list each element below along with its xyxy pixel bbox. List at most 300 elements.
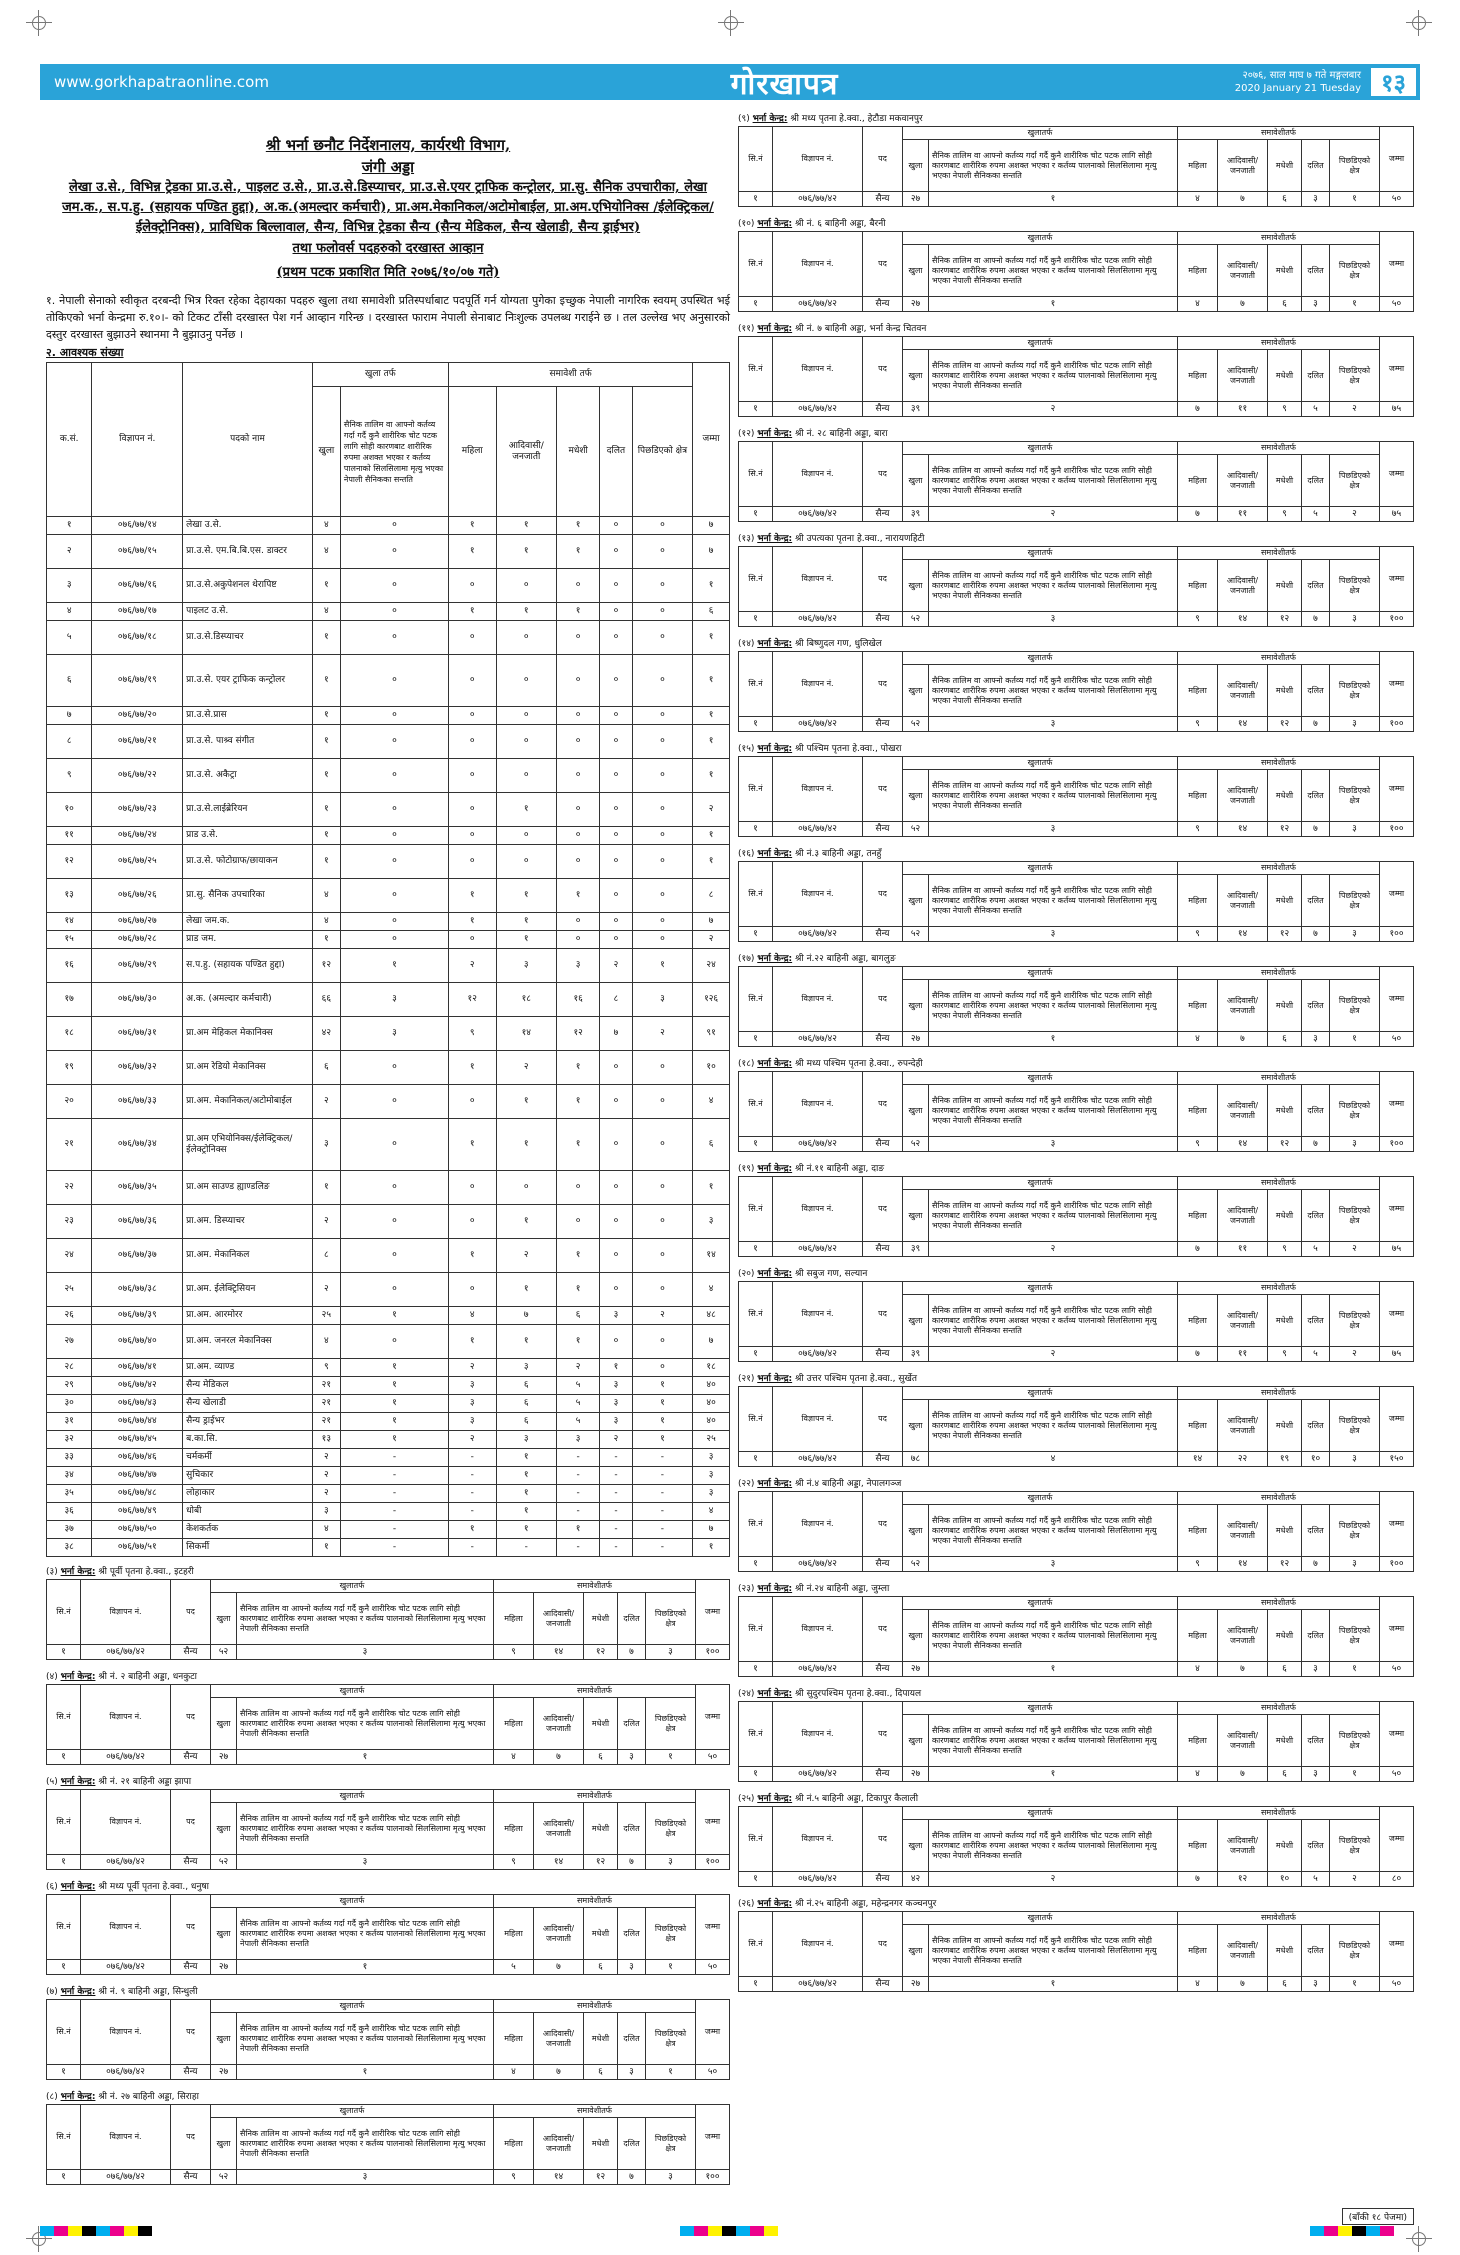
table-cell: ०७६/७७/४२ xyxy=(92,1377,183,1395)
table-cell: १२ xyxy=(1268,927,1302,942)
table-cell: ६ xyxy=(693,1119,730,1171)
table-cell: धोबी xyxy=(183,1503,313,1521)
table-cell: ७ xyxy=(534,2065,584,2080)
center-number: (५) xyxy=(46,1777,58,1787)
col-women: महिला xyxy=(494,1698,534,1750)
center-label xyxy=(46,1876,730,1894)
table-row xyxy=(47,1051,730,1085)
table-cell: ७ xyxy=(693,535,730,569)
table-cell: प्रा.सु. सैनिक उपचारिका xyxy=(183,879,313,913)
col-backward: पिछडिएको क्षेत्र xyxy=(632,387,693,517)
col-madhesi: मधेशी xyxy=(1268,1610,1302,1662)
table-row xyxy=(47,913,730,931)
table-cell: १ xyxy=(312,725,340,759)
table-cell: - xyxy=(600,1539,632,1557)
center-label xyxy=(738,528,1414,546)
table-cell: ०७६/७७/४५ xyxy=(92,1431,183,1449)
table-cell: १० xyxy=(47,793,92,827)
col-madhesi: मधेशी xyxy=(1268,1925,1302,1977)
col-backward: पिछडिएको क्षेत्र xyxy=(1330,1925,1380,1977)
table-cell: ० xyxy=(600,621,632,655)
center-label-text: भर्ना केन्द्र: xyxy=(757,639,793,649)
col-open-side: खुलातर्फ xyxy=(211,1580,494,1593)
table-row xyxy=(47,535,730,569)
table-cell: ०७६/७७/१५ xyxy=(92,535,183,569)
center-place: श्री नं.२४ बाहिनी अड्डा, जुम्ला xyxy=(795,1584,890,1594)
table-cell: १० xyxy=(693,1051,730,1085)
table-cell: ५० xyxy=(696,2065,730,2080)
table-cell: ० xyxy=(496,725,557,759)
section-heading: २. आवश्यक संख्या xyxy=(46,346,124,359)
table-cell: १०० xyxy=(1380,1557,1414,1572)
col-sn: सि.नं xyxy=(739,967,773,1032)
col-women: महिला xyxy=(1178,1610,1218,1662)
col-adivasi: आदिवासी/ जनजाती xyxy=(1218,350,1268,402)
table-cell: ३९ xyxy=(903,1347,929,1362)
col-open: खुला xyxy=(903,1715,929,1767)
center-block xyxy=(738,948,1414,1047)
col-adivasi: आदिवासी/ जनजाती xyxy=(1218,980,1268,1032)
table-cell: ०७६/७७/४२ xyxy=(81,1960,171,1975)
table-cell: ४ xyxy=(693,1273,730,1307)
table-cell: २ xyxy=(448,1359,496,1377)
table-cell: ०७६/७७/२९ xyxy=(92,949,183,983)
table-cell: ०७६/७७/३३ xyxy=(92,1085,183,1119)
col-adv: विज्ञापन नं. xyxy=(773,1912,863,1977)
table-row xyxy=(47,1171,730,1205)
table-cell: - xyxy=(340,1485,448,1503)
col-total: जम्मा xyxy=(696,1895,730,1960)
table-cell: १८ xyxy=(496,983,557,1017)
table-cell: १ xyxy=(929,192,1178,207)
col-incl-side: समावेशीतर्फ xyxy=(1178,1492,1380,1505)
col-sn: सि.नं xyxy=(739,1597,773,1662)
table-cell: १ xyxy=(312,827,340,845)
center-label xyxy=(46,1981,730,1999)
col-open-side: खुलातर्फ xyxy=(903,862,1178,875)
table-cell: ०७६/७७/४२ xyxy=(773,1662,863,1677)
table-cell: ०७६/७७/२६ xyxy=(92,879,183,913)
center-place: श्री मध्य पूर्वी पृतना हे.क्वा., धनुषा xyxy=(98,1882,209,1892)
table-cell: ० xyxy=(600,931,632,949)
table-cell: सैन्य xyxy=(863,1452,903,1467)
color-bar xyxy=(40,2226,152,2236)
table-cell: ० xyxy=(448,569,496,603)
table-cell: ६ xyxy=(1268,1032,1302,1047)
col-sn: सि.नं xyxy=(47,1580,81,1645)
col-open-side: खुलातर्फ xyxy=(903,1807,1178,1820)
center-number: (२५) xyxy=(738,1794,755,1804)
table-cell: ० xyxy=(632,759,693,793)
table-cell: ९ xyxy=(1178,717,1218,732)
center-table xyxy=(738,336,1414,417)
table-cell: ० xyxy=(448,725,496,759)
center-block xyxy=(738,1473,1414,1572)
col-dalit: दलित xyxy=(1302,245,1330,297)
table-cell: १४ xyxy=(693,1239,730,1273)
table-cell: ३ xyxy=(929,927,1178,942)
col-women: महिला xyxy=(448,387,496,517)
col-open-side: खुलातर्फ xyxy=(211,1895,494,1908)
col-incl-side: समावेशीतर्फ xyxy=(1178,967,1380,980)
table-cell: सैन्य xyxy=(863,1032,903,1047)
table-cell: ७ xyxy=(1178,507,1218,522)
table-cell: १२ xyxy=(1218,1872,1268,1887)
table-cell: ० xyxy=(340,931,448,949)
table-cell: ० xyxy=(448,1205,496,1239)
table-cell: १ xyxy=(312,621,340,655)
table-cell: सैन्य xyxy=(863,717,903,732)
table-cell: ० xyxy=(340,845,448,879)
table-cell: १ xyxy=(557,517,600,535)
table-cell: १ xyxy=(632,1377,693,1395)
col-women: महिला xyxy=(494,2118,534,2170)
table-cell: ० xyxy=(600,845,632,879)
table-cell: ९ xyxy=(448,1017,496,1051)
table-row xyxy=(47,949,730,983)
table-cell: ४ xyxy=(1178,297,1218,312)
site-url[interactable]: www.gorkhapatraonline.com xyxy=(54,73,269,91)
col-open-side: खुलातर्फ xyxy=(903,127,1178,140)
table-cell: - xyxy=(557,1449,600,1467)
table-cell: ११ xyxy=(1218,402,1268,417)
table-cell: ३ xyxy=(929,1557,1178,1572)
table-cell: ०७६/७७/४२ xyxy=(773,822,863,837)
table-cell: २ xyxy=(632,1017,693,1051)
center-label xyxy=(738,318,1414,336)
col-sn: सि.नं xyxy=(739,1912,773,1977)
col-reason: सैनिक तालिम वा आफ्नो कर्तव्य गर्दा गर्दै कुनै शारीरिक चोट पटक लागि सोही कारणबाट शारीरिक रुपमा अशक्त भएका र कर्तव्य पालनाको सिलसिलामा मृत्यु भएका नेपाली सैनिकका सन्तति xyxy=(929,665,1178,717)
table-cell: ६ xyxy=(693,603,730,621)
col-open-side: खुलातर्फ xyxy=(903,1072,1178,1085)
col-post: पद xyxy=(863,127,903,192)
center-label xyxy=(738,948,1414,966)
table-cell: २७ xyxy=(47,1325,92,1359)
col-adv: विज्ञापन नं. xyxy=(81,1580,171,1645)
table-cell: ३ xyxy=(600,1413,632,1431)
col-adivasi: आदिवासी/ जनजाती xyxy=(1218,1085,1268,1137)
table-cell: १ xyxy=(693,621,730,655)
col-adv: विज्ञापन नं. xyxy=(773,967,863,1032)
centers-left xyxy=(46,1561,730,2185)
table-cell: १ xyxy=(557,1521,600,1539)
table-cell: ३ xyxy=(1302,297,1330,312)
col-dalit: दलित xyxy=(618,1908,646,1960)
table-cell: ३५ xyxy=(47,1485,92,1503)
table-cell: ३३ xyxy=(47,1449,92,1467)
col-adivasi: आदिवासी/ जनजाती xyxy=(1218,140,1268,192)
col-adv: विज्ञापन नं. xyxy=(81,2000,171,2065)
col-madhesi: मधेशी xyxy=(1268,245,1302,297)
col-madhesi: मधेशी xyxy=(1268,1400,1302,1452)
col-open: खुला xyxy=(903,1925,929,1977)
center-label xyxy=(738,1578,1414,1596)
table-cell: ५ xyxy=(47,621,92,655)
table-cell: ० xyxy=(448,1085,496,1119)
table-cell: - xyxy=(557,1485,600,1503)
table-cell: ३ xyxy=(1330,612,1380,627)
col-madhesi: मधेशी xyxy=(584,1803,618,1855)
center-label-text: भर्ना केन्द्र: xyxy=(757,849,793,859)
table-cell: १ xyxy=(1330,192,1380,207)
col-sn: सि.नं xyxy=(739,1072,773,1137)
table-cell: १०० xyxy=(696,1855,730,1870)
table-cell: - xyxy=(632,1521,693,1539)
table-cell: ६ xyxy=(1268,1662,1302,1677)
center-number: (११) xyxy=(738,324,755,334)
col-dalit: दलित xyxy=(1302,1400,1330,1452)
col-post: पद xyxy=(863,1597,903,1662)
table-row xyxy=(739,1977,1414,1992)
col-open-side: खुलातर्फ xyxy=(903,337,1178,350)
table-cell: २ xyxy=(600,1431,632,1449)
table-cell: २ xyxy=(312,1449,340,1467)
col-total: जम्मा xyxy=(1380,232,1414,297)
table-cell: १ xyxy=(632,1395,693,1413)
table-cell: १ xyxy=(929,1032,1178,1047)
table-cell: ५ xyxy=(557,1377,600,1395)
col-adivasi: आदिवासी/ जनजाती xyxy=(1218,665,1268,717)
table-cell: ५ xyxy=(1302,1347,1330,1362)
center-label xyxy=(46,1666,730,1684)
center-place: श्री नं.२२ बाहिनी अड्डा, बागलुङ xyxy=(795,954,896,964)
table-cell: २ xyxy=(929,402,1178,417)
col-post: पद xyxy=(863,1702,903,1767)
col-sn: सि.नं xyxy=(739,1387,773,1452)
color-bar xyxy=(680,2226,778,2236)
table-cell: ९ xyxy=(1178,822,1218,837)
col-adv: विज्ञापन नं. xyxy=(773,1177,863,1242)
col-reason: सैनिक तालिम वा आफ्नो कर्तव्य गर्दा गर्दै कुनै शारीरिक चोट पटक लागि सोही कारणबाट शारीरिक रुपमा अशक्त भएका र कर्तव्य पालनाको सिलसिलामा मृत्यु भएका नेपाली सैनिकका सन्तति xyxy=(929,1820,1178,1872)
col-adv: विज्ञापन नं. xyxy=(81,1895,171,1960)
col-madhesi: मधेशी xyxy=(557,387,600,517)
col-incl-side: समावेशीतर्फ xyxy=(1178,1807,1380,1820)
table-cell: ०७६/७७/४२ xyxy=(773,927,863,942)
table-row xyxy=(47,1503,730,1521)
table-cell: ० xyxy=(340,1171,448,1205)
col-open-side: खुलातर्फ xyxy=(211,2105,494,2118)
col-post: पद xyxy=(863,442,903,507)
col-sn: सि.नं xyxy=(739,127,773,192)
table-cell: ० xyxy=(632,707,693,725)
col-backward: पिछडिएको क्षेत्र xyxy=(1330,1295,1380,1347)
center-number: (१७) xyxy=(738,954,755,964)
table-row xyxy=(47,1325,730,1359)
notice-publish-date: (प्रथम पटक प्रकाशित मिति २०७६/१०/०७ गते) xyxy=(276,265,500,280)
table-cell: २७ xyxy=(903,1662,929,1677)
table-cell: १२ xyxy=(448,983,496,1017)
table-cell: २ xyxy=(929,1347,1178,1362)
table-cell: ३ xyxy=(1302,1977,1330,1992)
table-cell: ० xyxy=(496,569,557,603)
table-cell: ०७६/७७/४३ xyxy=(92,1395,183,1413)
col-open-side: खुलातर्फ xyxy=(903,1597,1178,1610)
center-table xyxy=(738,1911,1414,1992)
col-open: खुला xyxy=(211,1908,237,1960)
table-cell: ० xyxy=(496,845,557,879)
table-cell: सैन्य xyxy=(863,1977,903,1992)
table-cell: २ xyxy=(448,1431,496,1449)
col-adv: विज्ञापन नं. xyxy=(773,1807,863,1872)
table-cell: सैन्य xyxy=(171,1960,211,1975)
table-cell: ३ xyxy=(1302,1767,1330,1782)
center-place: श्री नं. २ बाहिनी अड्डा, धनकुटा xyxy=(98,1672,198,1682)
center-label-text: भर्ना केन्द्र: xyxy=(757,429,793,439)
col-open: खुला xyxy=(903,140,929,192)
table-cell: १ xyxy=(739,1767,773,1782)
col-reason: सैनिक तालिम वा आफ्नो कर्तव्य गर्दा गर्दै कुनै शारीरिक चोट पटक लागि सोही कारणबाट शारीरिक रुपमा अशक्त भएका र कर्तव्य पालनाको सिलसिलामा मृत्यु भएका नेपाली सैनिकका सन्तति xyxy=(929,1610,1178,1662)
table-cell: ० xyxy=(340,725,448,759)
center-number: (१५) xyxy=(738,744,755,754)
table-cell: ० xyxy=(496,1171,557,1205)
table-cell: - xyxy=(600,1485,632,1503)
col-incl-side: समावेशीतर्फ xyxy=(494,1790,696,1803)
table-cell: ० xyxy=(557,725,600,759)
table-cell: ५२ xyxy=(211,1855,237,1870)
table-cell: २३ xyxy=(47,1205,92,1239)
table-cell: ० xyxy=(557,707,600,725)
table-cell: १ xyxy=(739,1557,773,1572)
col-total: जम्मा xyxy=(696,2105,730,2170)
table-cell: १ xyxy=(448,913,496,931)
table-cell: ० xyxy=(340,1273,448,1307)
table-cell: २१ xyxy=(47,1119,92,1171)
table-cell: १ xyxy=(739,822,773,837)
table-cell: ० xyxy=(600,725,632,759)
center-label xyxy=(738,1893,1414,1911)
table-cell: ०७६/७७/४६ xyxy=(92,1449,183,1467)
table-row xyxy=(739,1767,1414,1782)
table-cell: ०७६/७७/४४ xyxy=(92,1413,183,1431)
table-cell: २५ xyxy=(47,1273,92,1307)
table-cell: १८ xyxy=(47,1017,92,1051)
col-open: खुला xyxy=(903,1820,929,1872)
center-label-text: भर्ना केन्द्र: xyxy=(757,1584,793,1594)
table-cell: ३ xyxy=(1330,1452,1380,1467)
table-cell: १९ xyxy=(47,1051,92,1085)
table-cell: १ xyxy=(340,1359,448,1377)
col-backward: पिछडिएको क्षेत्र xyxy=(1330,770,1380,822)
center-number: (२०) xyxy=(738,1269,755,1279)
table-row xyxy=(47,1273,730,1307)
table-cell: ५२ xyxy=(903,612,929,627)
col-sn: सि.नं xyxy=(739,652,773,717)
table-cell: ८ xyxy=(600,983,632,1017)
col-open-side: खुलातर्फ xyxy=(903,1492,1178,1505)
table-cell: २१ xyxy=(312,1413,340,1431)
table-cell: प्रा.अम. मेकानिकल/अटोमोबाईल xyxy=(183,1085,313,1119)
center-table xyxy=(46,1999,730,2080)
table-cell: ० xyxy=(600,1171,632,1205)
col-madhesi: मधेशी xyxy=(1268,1715,1302,1767)
table-cell: ४ xyxy=(1178,1662,1218,1677)
table-cell: १ xyxy=(739,1977,773,1992)
table-cell: ६ xyxy=(584,1960,618,1975)
table-cell: ११ xyxy=(1218,1242,1268,1257)
center-table xyxy=(738,1596,1414,1677)
table-cell: १ xyxy=(340,1307,448,1325)
table-cell: ३ xyxy=(929,612,1178,627)
col-total: जम्मा xyxy=(696,1790,730,1855)
col-adivasi: आदिवासी/ जनजाती xyxy=(1218,1715,1268,1767)
center-label-text: भर्ना केन्द्र: xyxy=(757,1794,793,1804)
col-sn: सि.नं xyxy=(739,1177,773,1242)
center-number: (२३) xyxy=(738,1584,755,1594)
col-madhesi: मधेशी xyxy=(1268,1295,1302,1347)
notice-org: श्री भर्ना छनौट निर्देशनालय, कार्यरथी विभाग, xyxy=(265,136,511,154)
table-cell: १ xyxy=(312,793,340,827)
table-row xyxy=(47,1119,730,1171)
table-cell: २ xyxy=(1330,1872,1380,1887)
col-reason: सैनिक तालिम वा आफ्नो कर्तव्य गर्दा गर्दै कुनै शारीरिक चोट पटक लागि सोही कारणबाट शारीरिक रुपमा अशक्त भएका र कर्तव्य पालनाको सिलसिलामा मृत्यु भएका नेपाली सैनिकका सन्तति xyxy=(929,1295,1178,1347)
table-cell: सैन्य xyxy=(863,192,903,207)
notice-header xyxy=(46,134,730,286)
center-label xyxy=(738,1368,1414,1386)
table-cell: - xyxy=(632,1485,693,1503)
center-label xyxy=(738,1263,1414,1281)
col-dalit: दलित xyxy=(600,387,632,517)
col-reason: सैनिक तालिम वा आफ्नो कर्तव्य गर्दा गर्दै कुनै शारीरिक चोट पटक लागि सोही कारणबाट शारीरिक रुपमा अशक्त भएका र कर्तव्य पालनाको सिलसिलामा मृत्यु भएका नेपाली सैनिकका सन्तति xyxy=(929,1400,1178,1452)
center-block xyxy=(738,1158,1414,1257)
table-cell: १०० xyxy=(1380,612,1414,627)
issue-date xyxy=(1109,69,1369,95)
table-cell: ३६ xyxy=(47,1503,92,1521)
table-cell: ० xyxy=(557,931,600,949)
table-row xyxy=(739,1137,1414,1152)
center-label-text: भर्ना केन्द्र: xyxy=(757,954,793,964)
table-cell: ९ xyxy=(1268,1347,1302,1362)
col-madhesi: मधेशी xyxy=(584,1593,618,1645)
table-cell: ७ xyxy=(1218,192,1268,207)
table-cell: १२ xyxy=(1268,1137,1302,1152)
col-madhesi: मधेशी xyxy=(1268,350,1302,402)
table-cell: ०७६/७७/२३ xyxy=(92,793,183,827)
table-cell: २ xyxy=(496,1051,557,1085)
col-post: पद xyxy=(171,1790,211,1855)
table-cell: ७ xyxy=(534,1750,584,1765)
table-cell: प्रा.उ.से. अकैट्रा xyxy=(183,759,313,793)
table-cell: १४ xyxy=(534,1645,584,1660)
center-block xyxy=(738,1263,1414,1362)
table-row xyxy=(47,931,730,949)
center-table xyxy=(46,1894,730,1975)
col-open: खुला xyxy=(903,980,929,1032)
table-cell: ४० xyxy=(693,1413,730,1431)
col-open-side: खुलातर्फ xyxy=(903,1282,1178,1295)
col-open: खुला xyxy=(312,387,340,517)
center-block xyxy=(738,1893,1414,1992)
table-cell: १ xyxy=(1330,1032,1380,1047)
center-place: श्री नं. २१ बाहिनी अड्डा झापा xyxy=(98,1777,192,1787)
col-backward: पिछडिएको क्षेत्र xyxy=(1330,1610,1380,1662)
col-adivasi: आदिवासी/ जनजाती xyxy=(1218,1610,1268,1662)
table-cell: १ xyxy=(632,949,693,983)
table-cell: १ xyxy=(312,655,340,707)
col-madhesi: मधेशी xyxy=(1268,455,1302,507)
table-cell: - xyxy=(557,1467,600,1485)
table-cell: प्रा.अम मेहिकल मेकानिक्स xyxy=(183,1017,313,1051)
table-cell: ३ xyxy=(340,983,448,1017)
table-cell: १ xyxy=(47,1855,81,1870)
table-cell: ० xyxy=(448,707,496,725)
table-cell: ९ xyxy=(1178,1137,1218,1152)
table-cell: सैन्य xyxy=(863,1137,903,1152)
table-cell: १ xyxy=(237,1960,494,1975)
table-cell: ५२ xyxy=(903,927,929,942)
issue-date-np: २०७६, साल माघ ७ गते मङ्गलबार xyxy=(1242,70,1362,81)
table-cell: ६ xyxy=(496,1395,557,1413)
table-cell: ०७६/७७/४१ xyxy=(92,1359,183,1377)
